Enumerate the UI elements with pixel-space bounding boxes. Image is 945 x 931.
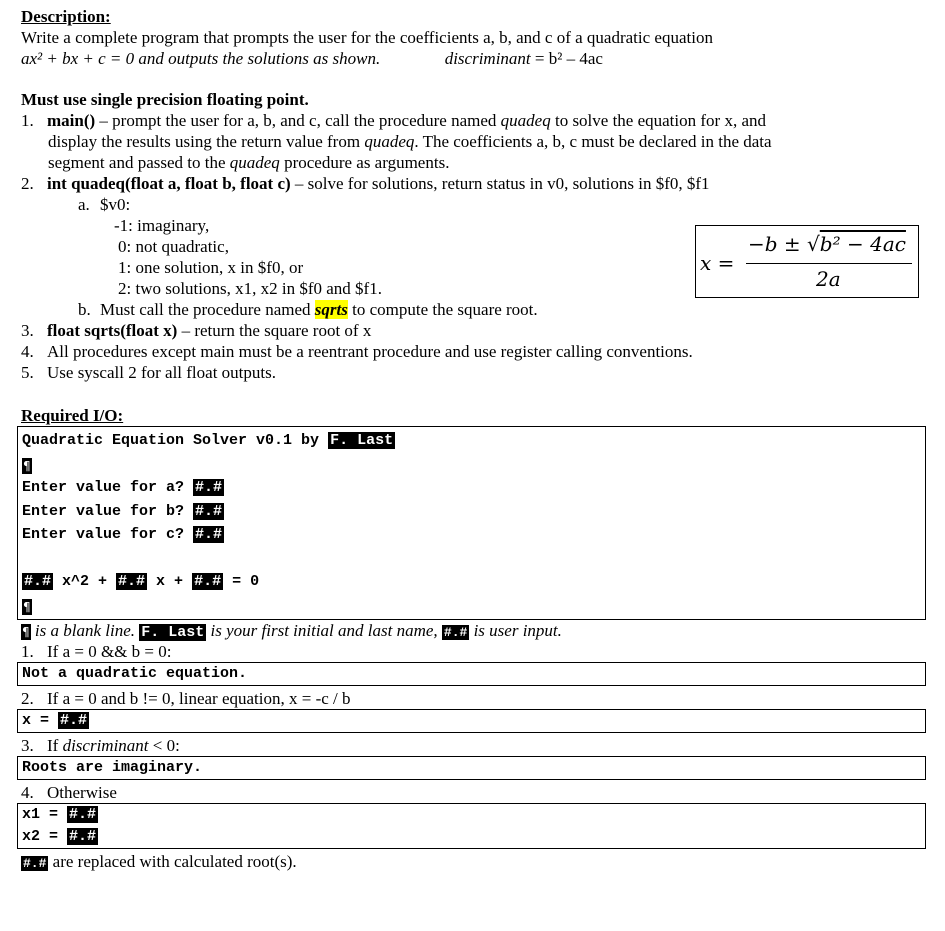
requirement-4: 4. All procedures except main must be a reentrant procedure and use register calling conventions. bbox=[21, 342, 693, 361]
requirements-heading: Must use single precision floating point. bbox=[21, 90, 309, 109]
case-4-condition: 4. Otherwise bbox=[21, 783, 117, 802]
pilcrow-icon: ¶ bbox=[23, 458, 31, 473]
status-two-solutions: 2: two solutions, x1, x2 in $f0 and $f1. bbox=[118, 279, 382, 298]
io-prompt-b: Enter value for b? #.# bbox=[22, 502, 223, 520]
requirement-5: 5. Use syscall 2 for all float outputs. bbox=[21, 363, 276, 382]
sqrts-highlight: sqrts bbox=[314, 300, 348, 319]
status-imaginary: -1: imaginary, bbox=[114, 216, 210, 235]
main-signature: main() bbox=[47, 111, 96, 130]
case-4-output: x1 = #.# x2 = #.# bbox=[17, 803, 926, 849]
io-blank-line-1 bbox=[22, 453, 921, 477]
footer-note: #.# are replaced with calculated root(s). bbox=[23, 852, 297, 871]
input-placeholder: #.# bbox=[195, 479, 223, 496]
discriminant-label: discriminant bbox=[444, 49, 531, 68]
sqrts-signature: float sqrts(float x) bbox=[47, 321, 178, 340]
requirement-1: 1. main() – prompt the user for a, b, and c, call the procedure named quadeq to solve the equation for x, and bbox=[21, 111, 766, 130]
io-blank-line-3 bbox=[22, 594, 921, 618]
quadratic-formula: x = −b ± √b² − 4ac 2a bbox=[695, 225, 919, 298]
discriminant-expression: = b² – 4ac bbox=[534, 49, 603, 68]
status-one-solution: 1: one solution, x in $f0, or bbox=[118, 258, 304, 277]
case-2-output: x = #.# bbox=[17, 709, 926, 733]
requirement-2a: a. $v0: bbox=[78, 195, 131, 214]
legend-line: ¶ is a blank line. F. Last is your first initial and last name, #.# is user input. bbox=[22, 621, 562, 641]
input-placeholder: #.# bbox=[195, 502, 223, 520]
case-1-output: Not a quadratic equation. bbox=[17, 662, 926, 686]
case-1-condition: 1. If a = 0 && b = 0: bbox=[21, 642, 172, 661]
io-equation-line: #.# x^2 + #.# x + #.# = 0 bbox=[24, 573, 260, 590]
io-example-box bbox=[17, 426, 926, 620]
input-placeholder: #.# bbox=[195, 526, 223, 543]
pilcrow-icon: ¶ bbox=[22, 625, 30, 640]
requirement-2: 2. int quadeq(float a, float b, float c) – solve for solutions, return status in v0, solutions in $f0, $f1 bbox=[21, 174, 710, 193]
formula-denominator: 2a bbox=[816, 267, 841, 291]
quadeq-signature: int quadeq(float a, float b, float c) bbox=[47, 174, 291, 193]
fraction-bar bbox=[746, 263, 912, 264]
pilcrow-icon: ¶ bbox=[23, 599, 31, 614]
description-line2 bbox=[21, 48, 926, 69]
io-prompt-c: Enter value for c? #.# bbox=[22, 526, 223, 543]
quadratic-equation: ax² + bx + c = 0 and outputs the solutions as shown. bbox=[21, 49, 381, 68]
case-2-condition: 2. If a = 0 and b != 0, linear equation, x = -c / b bbox=[21, 689, 351, 708]
requirement-1-line2: display the results using the return value from quadeq. The coefficients a, b, c must be declared in the data bbox=[48, 132, 772, 151]
requirement-3: 3. float sqrts(float x) – return the square root of x bbox=[21, 321, 372, 340]
assignment-document bbox=[21, 6, 926, 872]
description-line1: Write a complete program that prompts the user for the coefficients a, b, and c of a quadratic equation bbox=[21, 28, 713, 47]
io-blank-line-2 bbox=[22, 547, 921, 571]
requirement-1-line3: segment and passed to the quadeq procedure as arguments. bbox=[48, 153, 450, 172]
requirement-2b: b. Must call the procedure named sqrts to compute the square root. bbox=[78, 300, 538, 319]
required-io-heading: Required I/O: bbox=[21, 406, 124, 425]
io-prompt-a: Enter value for a? #.# bbox=[22, 479, 223, 496]
status-not-quadratic: 0: not quadratic, bbox=[118, 237, 229, 256]
io-title-line: Quadratic Equation Solver v0.1 by F. Last bbox=[22, 432, 394, 449]
case-3-condition: 3. If discriminant < 0: bbox=[21, 736, 180, 755]
formula-numerator: −b ± √b² − 4ac bbox=[748, 232, 906, 256]
case-3-output: Roots are imaginary. bbox=[17, 756, 926, 780]
author-placeholder: F. Last bbox=[330, 432, 394, 449]
description-heading: Description: bbox=[21, 7, 111, 26]
